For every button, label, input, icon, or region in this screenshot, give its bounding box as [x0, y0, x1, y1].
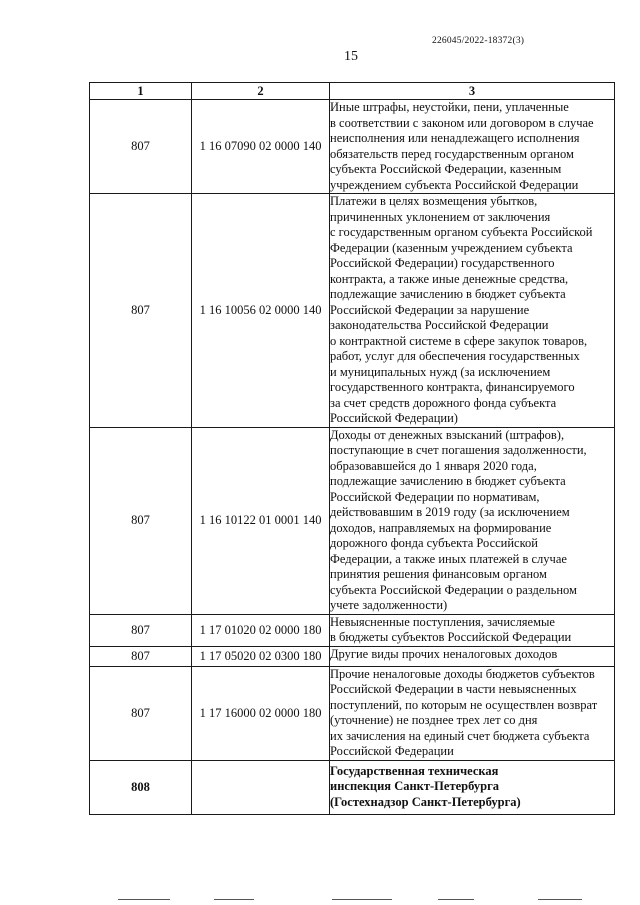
admin-code-cell: 807	[90, 427, 192, 614]
description-cell: Доходы от денежных взысканий (штрафов), поступающие в счет погашения задолженности, образовавшейся до 1 января 2020 года, подлежащие зачислению в бюджет субъекта Российской Федерации по нормативам, действовавшим в 2019 году (за исключением доходов, направляемых на формирование дорожного фонда субъекта Российской Федерации, а также иных платежей в случае принятия решения финансовым органом субъекта Российской Федерации о раздельном учете задолженности)	[330, 427, 615, 614]
kbk-code-cell: 1 17 05020 02 0300 180	[192, 646, 330, 666]
kbk-code-cell: 1 17 16000 02 0000 180	[192, 666, 330, 760]
table-row	[90, 100, 615, 194]
column-header-2: 2	[192, 83, 330, 100]
description-cell: Государственная техническая инспекция Санкт-Петербурга (Гостехнадзор Санкт-Петербурга)	[330, 760, 615, 814]
table-row	[90, 614, 615, 646]
description-cell: Прочие неналоговые доходы бюджетов субъектов Российской Федерации в части невыясненных поступлений, по которым не осуществлен возврат (уточнение) не позднее трех лет со дня их зачисления на единый счет бюджета субъекта Российской Федерации	[330, 666, 615, 760]
kbk-code-cell: 1 16 10056 02 0000 140	[192, 194, 330, 428]
table-row	[90, 666, 615, 760]
column-header-3: 3	[330, 83, 615, 100]
description-cell: Платежи в целях возмещения убытков, причиненных уклонением от заключения с государственным органом субъекта Российской Федерации (казенным учреждением субъекта Российской Федерации) государственного контракта, а также иные денежные средства, подлежащие зачислению в бюджет субъекта Российской Федерации за нарушение законодательства Российской Федерации о контрактной системе в сфере закупок товаров, работ, услуг для обеспечения государственных и муниципальных нужд (за исключением государственного контракта, финансируемого за счет средств дорожного фонда субъекта Российской Федерации)	[330, 194, 615, 428]
kbk-code-cell: 1 17 01020 02 0000 180	[192, 614, 330, 646]
table-row	[90, 194, 615, 428]
admin-code-cell: 807	[90, 666, 192, 760]
document-registration-number: 226045/2022-18372(3)	[432, 36, 525, 46]
page-number: 15	[344, 49, 358, 64]
revenue-codes-table	[89, 82, 615, 815]
column-header-1: 1	[90, 83, 192, 100]
admin-code-cell: 807	[90, 646, 192, 666]
admin-code-cell: 807	[90, 100, 192, 194]
admin-code-cell: 807	[90, 194, 192, 428]
admin-code-cell: 807	[90, 614, 192, 646]
description-cell: Другие виды прочих неналоговых доходов	[330, 646, 615, 666]
kbk-code-cell: 1 16 10122 01 0001 140	[192, 427, 330, 614]
scan-edge-marks	[118, 897, 638, 903]
kbk-code-cell: 1 16 07090 02 0000 140	[192, 100, 330, 194]
table-row	[90, 760, 615, 814]
table-row	[90, 646, 615, 666]
admin-code-cell: 808	[90, 760, 192, 814]
table-header-row	[90, 83, 615, 100]
description-cell: Невыясненные поступления, зачисляемые в бюджеты субъектов Российской Федерации	[330, 614, 615, 646]
table-row	[90, 427, 615, 614]
description-cell: Иные штрафы, неустойки, пени, уплаченные в соответствии с законом или договором в случае неисполнения или ненадлежащего исполнения обязательств перед государственным органом субъекта Российской Федерации, казенным учреждением субъекта Российской Федерации	[330, 100, 615, 194]
kbk-code-cell	[192, 760, 330, 814]
